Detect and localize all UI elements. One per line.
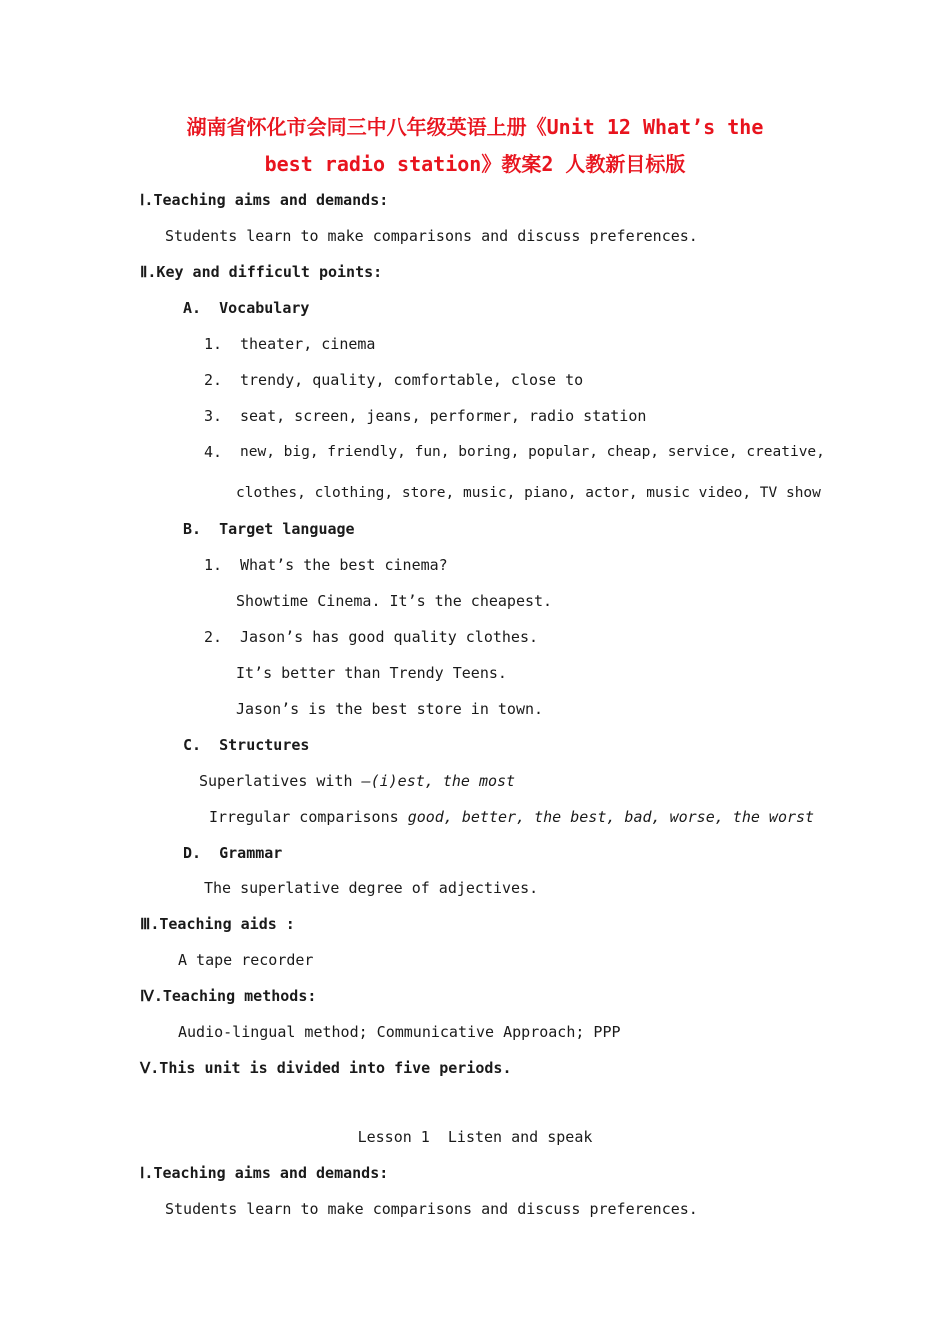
document-title-line-1: 湖南省怀化市会同三中八年级英语上册《Unit 12 What’s the bbox=[186, 115, 764, 139]
structures-line-2-forms: good, better, the best, bad, worse, the worst bbox=[407, 808, 815, 826]
target-item-sentence: It’s better than Trendy Teens. bbox=[236, 664, 507, 682]
vocab-item-number: 2. bbox=[204, 371, 223, 389]
section-3-body: A tape recorder bbox=[178, 951, 314, 969]
grammar-body: The superlative degree of adjectives. bbox=[204, 879, 539, 897]
vocab-item-text: theater, cinema bbox=[240, 335, 376, 353]
vocab-item-continuation: clothes, clothing, store, music, piano, actor, music video, TV show bbox=[236, 485, 821, 501]
structures-line-1-label: Superlatives with bbox=[199, 772, 362, 790]
structures-heading: C. Structures bbox=[183, 736, 310, 754]
structures-line-2-label: Irregular comparisons bbox=[209, 808, 408, 826]
vocab-item-number: 1. bbox=[204, 335, 223, 353]
section-2-heading: Ⅱ.Key and difficult points: bbox=[140, 263, 383, 281]
section-1-heading: Ⅰ.Teaching aims and demands: bbox=[140, 191, 389, 209]
document-title-line-2: best radio station》教案2 人教新目标版 bbox=[264, 152, 686, 176]
structures-line-1 bbox=[199, 771, 515, 791]
vocabulary-heading: A. Vocabulary bbox=[183, 299, 310, 317]
target-item-question: What’s the best cinema? bbox=[240, 556, 448, 574]
section-3-heading: Ⅲ.Teaching aids : bbox=[140, 915, 295, 933]
vocab-item-text: seat, screen, jeans, performer, radio station bbox=[240, 407, 647, 425]
target-item-sentence: Jason’s has good quality clothes. bbox=[240, 628, 539, 646]
section-5-heading: Ⅴ.This unit is divided into five periods. bbox=[140, 1059, 512, 1077]
structures-line-1-forms: –(i)est, the most bbox=[361, 772, 516, 790]
section-1-body: Students learn to make comparisons and discuss preferences. bbox=[165, 227, 698, 245]
lesson-1-heading: Lesson 1 Listen and speak bbox=[357, 1128, 593, 1146]
grammar-heading: D. Grammar bbox=[183, 844, 283, 862]
lesson-1-aims-body: Students learn to make comparisons and discuss preferences. bbox=[165, 1200, 698, 1218]
vocab-item-number: 3. bbox=[204, 407, 223, 425]
section-4-body: Audio-lingual method; Communicative Approach; PPP bbox=[178, 1023, 621, 1041]
target-item-number: 2. bbox=[204, 628, 223, 646]
target-language-heading: B. Target language bbox=[183, 520, 355, 538]
target-item-answer: Showtime Cinema. It’s the cheapest. bbox=[236, 592, 553, 610]
lesson-1-aims-heading: Ⅰ.Teaching aims and demands: bbox=[140, 1164, 389, 1182]
structures-line-2 bbox=[209, 807, 814, 827]
target-item-sentence: Jason’s is the best store in town. bbox=[236, 700, 544, 718]
vocab-item-text: new, big, friendly, fun, boring, popular, cheap, service, creative, bbox=[240, 444, 825, 460]
vocab-item-number: 4. bbox=[204, 443, 223, 461]
target-item-number: 1. bbox=[204, 556, 223, 574]
section-4-heading: Ⅳ.Teaching methods: bbox=[140, 987, 317, 1005]
vocab-item-text: trendy, quality, comfortable, close to bbox=[240, 371, 584, 389]
